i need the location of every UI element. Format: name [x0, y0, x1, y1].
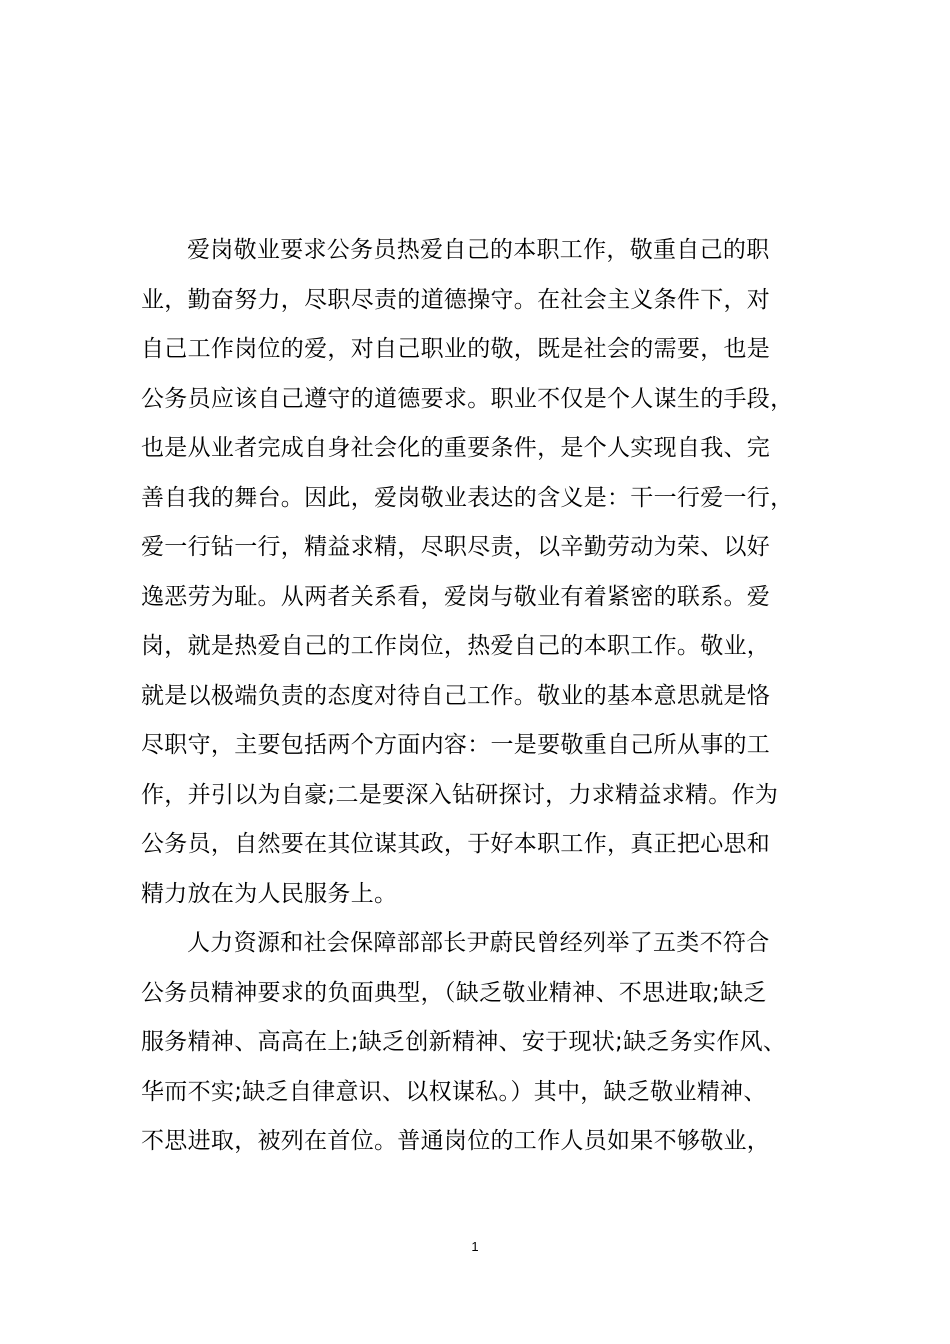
- text-line: 自己工作岗位的爱，对自己职业的敬，既是社会的需要，也是: [141, 336, 771, 362]
- paragraph-2: [141, 919, 841, 1167]
- text-line: 善自我的舞台。因此，爱岗敬业表达的含义是：干一行爱一行，: [141, 484, 794, 511]
- text-line: 公务员应该自己遵守的道德要求。职业不仅是个人谋生的手段，: [141, 385, 794, 412]
- text-line: 精力放在为人民服务上。: [141, 880, 398, 907]
- text-line: 逸恶劳为耻。从两者关系看，爱岗与敬业有着紧密的联系。爱: [141, 583, 771, 610]
- body-text: [141, 226, 841, 1167]
- text-line: 岗，就是热爱自己的工作岗位，热爱自己的本职工作。敬业，: [141, 633, 771, 659]
- text-line: 爱一行钻一行，精益求精，尽职尽责，以辛勤劳动为荣、以好: [141, 534, 771, 560]
- text-line: 作，并引以为自豪;二是要深入钻研探讨，力求精益求精。作为: [141, 781, 779, 808]
- text-line: 公务员精神要求的负面典型，（缺乏敬业精神、不思进取;缺乏: [141, 979, 767, 1006]
- text-line: 业，勤奋努力，尽职尽责的道德操守。在社会主义条件下，对: [141, 286, 771, 313]
- text-line: 华而不实;缺乏自律意识、以权谋私。）其中，缺乏敬业精神、: [141, 1078, 767, 1105]
- text-line: 公务员，自然要在其位谋其政，于好本职工作，真正把心思和: [141, 831, 771, 857]
- text-line: 人力资源和社会保障部部长尹蔚民曾经列举了五类不符合: [187, 930, 770, 956]
- page-number: 1: [471, 1239, 479, 1254]
- text-line: 不思进取，被列在首位。普通岗位的工作人员如果不够敬业，: [141, 1128, 771, 1154]
- text-line: 也是从业者完成自身社会化的重要条件，是个人实现自我、完: [141, 435, 771, 461]
- text-line: 服务精神、高高在上;缺乏创新精神、安于现状;缺乏务实作风、: [141, 1029, 787, 1055]
- paragraph-1: [141, 226, 841, 919]
- text-line: 尽职守，主要包括两个方面内容：一是要敬重自己所从事的工: [141, 732, 771, 758]
- text-line: 爱岗敬业要求公务员热爱自己的本职工作，敬重自己的职: [187, 237, 770, 263]
- text-line: 就是以极端负责的态度对待自己工作。敬业的基本意思就是恪: [141, 682, 771, 709]
